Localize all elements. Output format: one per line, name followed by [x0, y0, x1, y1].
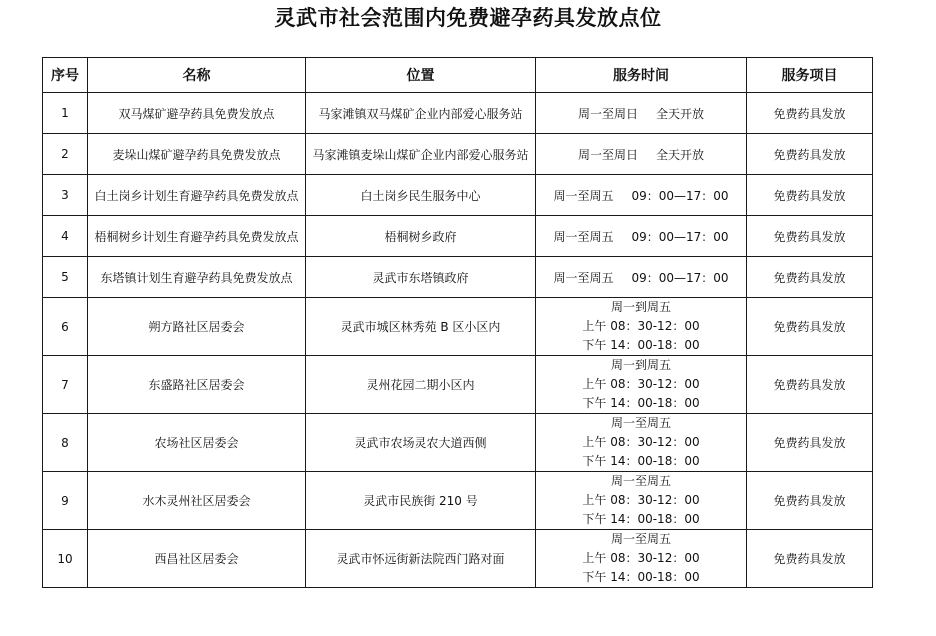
time-morning: 上午 08：30-12：00 [582, 319, 700, 333]
time-hours: 全天开放 [656, 147, 705, 162]
header-location: 位置 [306, 58, 536, 93]
time-days: 周一至周五 [610, 416, 671, 430]
row-index: 2 [43, 134, 88, 175]
row-service: 免费药具发放 [747, 257, 873, 298]
time-days: 周一至周五 [610, 474, 671, 488]
row-time [536, 175, 747, 216]
row-service: 免费药具发放 [747, 134, 873, 175]
row-service: 免费药具发放 [747, 93, 873, 134]
row-name: 白土岗乡计划生育避孕药具免费发放点 [88, 175, 306, 216]
row-location: 梧桐树乡政府 [306, 216, 536, 257]
row-index: 5 [43, 257, 88, 298]
time-days: 周一至周五 [553, 229, 614, 244]
row-time [536, 356, 747, 414]
distribution-points-table [42, 57, 873, 588]
row-name: 水木灵州社区居委会 [88, 472, 306, 530]
header-index: 序号 [43, 58, 88, 93]
table-row [43, 134, 873, 175]
time-days: 周一到周五 [610, 300, 671, 314]
row-name: 东盛路社区居委会 [88, 356, 306, 414]
row-service: 免费药具发放 [747, 175, 873, 216]
time-afternoon: 下午 14：00-18：00 [582, 570, 700, 584]
time-hours: 09：00—17：00 [631, 270, 729, 285]
table-row [43, 298, 873, 356]
row-index: 4 [43, 216, 88, 257]
row-time [536, 414, 747, 472]
document-title: 灵武市社会范围内免费避孕药具发放点位 [274, 6, 662, 30]
row-index: 10 [43, 530, 88, 588]
time-morning: 上午 08：30-12：00 [582, 435, 700, 449]
time-afternoon: 下午 14：00-18：00 [582, 338, 700, 352]
row-location: 灵武市怀远街新法院西门路对面 [306, 530, 536, 588]
header-time: 服务时间 [536, 58, 747, 93]
row-name: 东塔镇计划生育避孕药具免费发放点 [88, 257, 306, 298]
row-name: 麦垛山煤矿避孕药具免费发放点 [88, 134, 306, 175]
header-service: 服务项目 [747, 58, 873, 93]
row-index: 3 [43, 175, 88, 216]
time-hours: 全天开放 [656, 106, 705, 121]
row-index: 7 [43, 356, 88, 414]
row-service: 免费药具发放 [747, 298, 873, 356]
time-days: 周一至周五 [553, 270, 614, 285]
table-header-row [43, 58, 873, 93]
row-location: 马家滩镇双马煤矿企业内部爱心服务站 [306, 93, 536, 134]
row-location: 灵武市东塔镇政府 [306, 257, 536, 298]
row-time [536, 134, 747, 175]
row-service: 免费药具发放 [747, 356, 873, 414]
time-hours: 09：00—17：00 [631, 188, 729, 203]
row-name: 西昌社区居委会 [88, 530, 306, 588]
time-afternoon: 下午 14：00-18：00 [582, 512, 700, 526]
row-location: 灵州花园二期小区内 [306, 356, 536, 414]
row-name: 朔方路社区居委会 [88, 298, 306, 356]
time-morning: 上午 08：30-12：00 [582, 377, 700, 391]
row-service: 免费药具发放 [747, 530, 873, 588]
row-time [536, 530, 747, 588]
row-time [536, 257, 747, 298]
table-row [43, 93, 873, 134]
row-index: 8 [43, 414, 88, 472]
time-hours: 09：00—17：00 [631, 229, 729, 244]
row-index: 1 [43, 93, 88, 134]
time-days: 周一至周五 [553, 188, 614, 203]
row-time [536, 216, 747, 257]
row-name: 农场社区居委会 [88, 414, 306, 472]
table-row [43, 472, 873, 530]
time-afternoon: 下午 14：00-18：00 [582, 396, 700, 410]
row-name: 双马煤矿避孕药具免费发放点 [88, 93, 306, 134]
row-service: 免费药具发放 [747, 472, 873, 530]
row-name: 梧桐树乡计划生育避孕药具免费发放点 [88, 216, 306, 257]
row-index: 9 [43, 472, 88, 530]
row-index: 6 [43, 298, 88, 356]
row-time [536, 472, 747, 530]
time-days: 周一至周五 [610, 532, 671, 546]
row-location: 白土岗乡民生服务中心 [306, 175, 536, 216]
row-service: 免费药具发放 [747, 216, 873, 257]
row-time [536, 93, 747, 134]
table-row [43, 356, 873, 414]
time-days: 周一至周日 [577, 106, 638, 121]
row-location: 灵武市民族街 210 号 [306, 472, 536, 530]
time-afternoon: 下午 14：00-18：00 [582, 454, 700, 468]
header-name: 名称 [88, 58, 306, 93]
table-row [43, 175, 873, 216]
table-row [43, 530, 873, 588]
row-location: 灵武市农场灵农大道西侧 [306, 414, 536, 472]
time-days: 周一到周五 [610, 358, 671, 372]
row-service: 免费药具发放 [747, 414, 873, 472]
row-location: 马家滩镇麦垛山煤矿企业内部爱心服务站 [306, 134, 536, 175]
time-morning: 上午 08：30-12：00 [582, 551, 700, 565]
table-row [43, 414, 873, 472]
time-days: 周一至周日 [577, 147, 638, 162]
row-time [536, 298, 747, 356]
row-location: 灵武市城区林秀苑 B 区小区内 [306, 298, 536, 356]
table-row [43, 257, 873, 298]
time-morning: 上午 08：30-12：00 [582, 493, 700, 507]
table-row [43, 216, 873, 257]
